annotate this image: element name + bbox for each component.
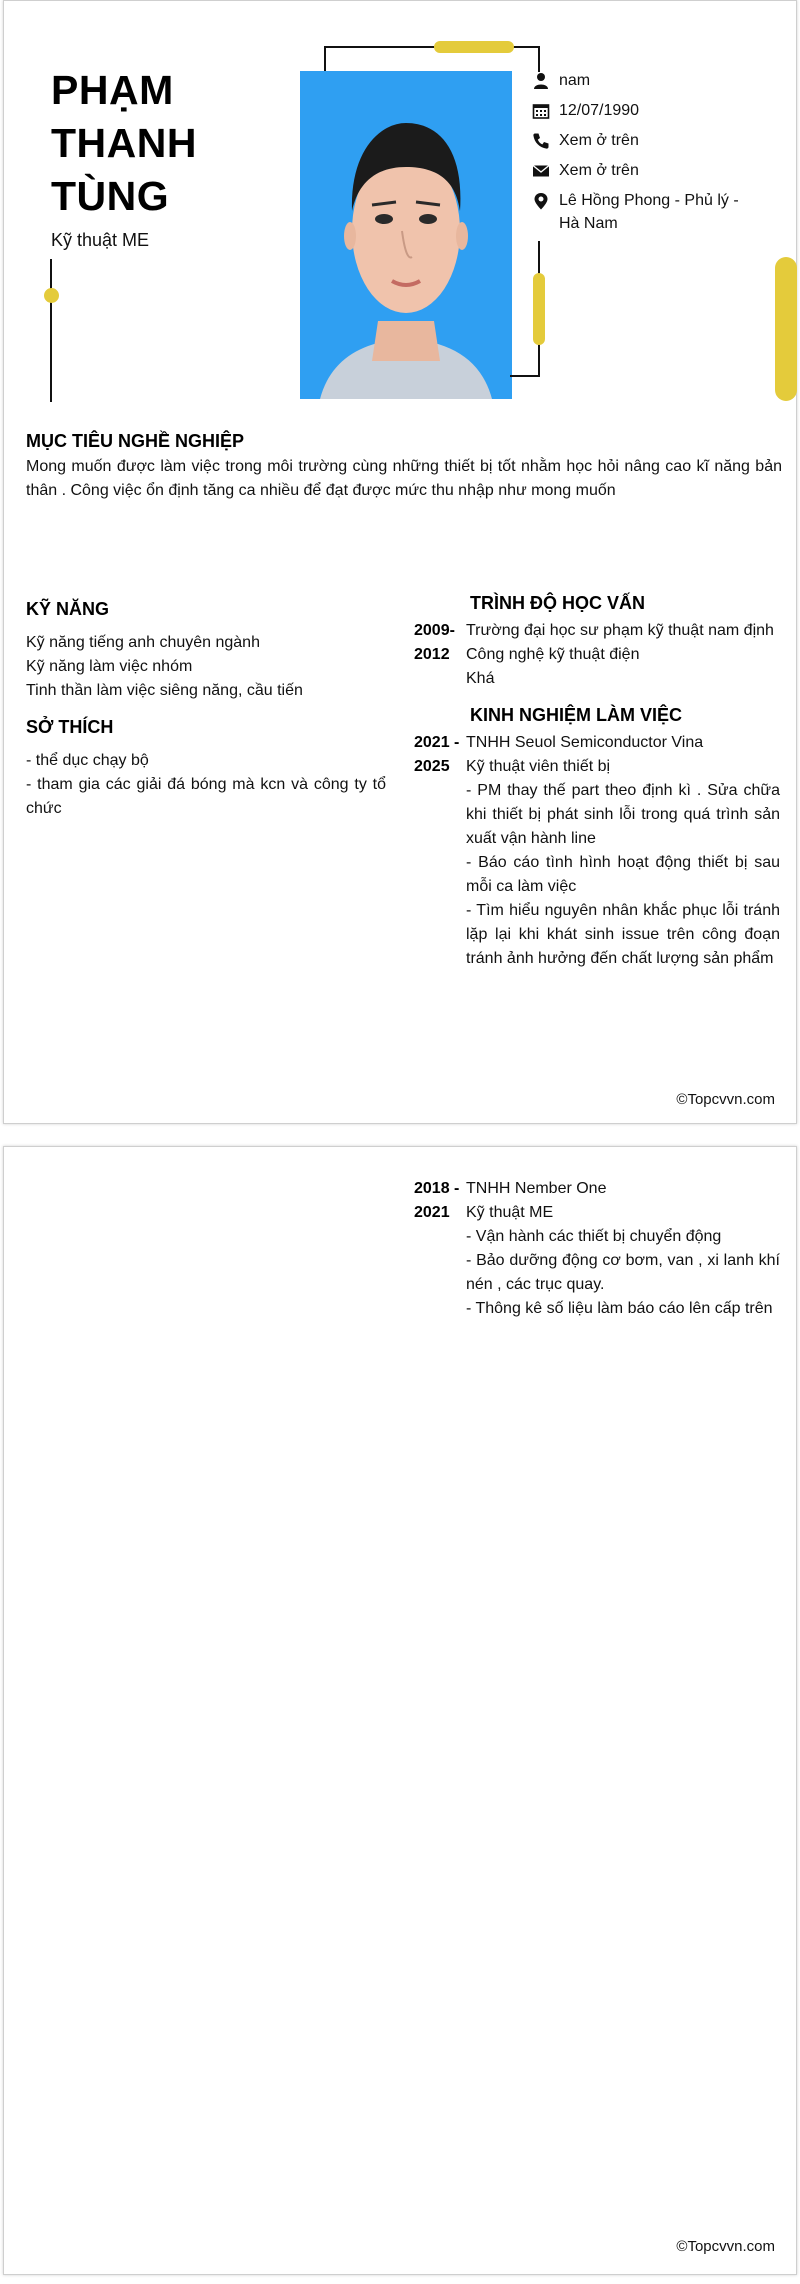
- education-major: Công nghệ kỹ thuật điện: [466, 646, 640, 663]
- email-icon: [532, 162, 550, 180]
- experience-duty: - Bảo dưỡng động cơ bơm, van , xi lanh khí nén , các trục quay.: [466, 1252, 780, 1293]
- experience-position: Kỹ thuật ME: [466, 1204, 554, 1221]
- experience-duty: - PM thay thế part theo định kì . Sửa chữa khi thiết bị phát sinh lỗi trong quá trình sản xuất vận hành line: [466, 782, 780, 847]
- hobby-item: - thể dục chạy bộ: [26, 752, 149, 769]
- phone-icon: [532, 132, 550, 150]
- contact-email: [532, 159, 762, 182]
- email-text: Xem ở trên: [559, 162, 639, 179]
- name-line-1: PHẠM: [51, 67, 174, 113]
- calendar-icon: [532, 102, 550, 120]
- objective-title: MỤC TIÊU NGHỀ NGHIỆP: [26, 431, 245, 451]
- hobbies-title: SỞ THÍCH: [26, 717, 114, 737]
- decor-photo-frame-left: [324, 46, 326, 72]
- education-title: TRÌNH ĐỘ HỌC VẤN: [470, 593, 645, 613]
- objective-text: Mong muốn được làm việc trong môi trường cùng những thiết bị tốt nhằm học hỏi nâng cao kĩ năng bản thân . Công việc ổn định tăng ca nhiều để đạt được mức thu nhập như mong muốn: [26, 458, 782, 499]
- education-school: Trường đại học sư phạm kỹ thuật nam định: [466, 622, 774, 639]
- contact-address: [532, 189, 762, 235]
- experience-title: KINH NGHIỆM LÀM VIỆC: [470, 705, 683, 725]
- skill-item: Kỹ năng tiếng anh chuyên ngành: [26, 634, 260, 651]
- education-grade: Khá: [466, 670, 495, 687]
- phone-text: Xem ở trên: [559, 132, 639, 149]
- name-line-3: TÙNG: [51, 173, 170, 219]
- experience-company: TNHH Seuol Semiconductor Vina: [466, 734, 704, 751]
- hobby-item: - tham gia các giải đá bóng mà kcn và công ty tổ chức: [26, 776, 386, 817]
- experience-year-end: 2025: [414, 758, 450, 775]
- cv-page-1: [3, 0, 797, 1124]
- contact-birthday: [532, 99, 762, 122]
- experience-position: Kỹ thuật viên thiết bị: [466, 758, 611, 775]
- address-text: Lê Hồng Phong - Phủ lý - Hà Nam: [559, 192, 739, 232]
- cv-page-2: [3, 1146, 797, 2275]
- decor-edge-accent: [775, 257, 797, 401]
- experience-year-end: 2021: [414, 1204, 450, 1221]
- experience-year-start: 2021 -: [414, 734, 460, 751]
- profile-photo: [300, 71, 512, 399]
- contact-gender: [532, 69, 762, 92]
- contact-phone: [532, 129, 762, 152]
- experience-duty: - Vận hành các thiết bị chuyển động: [466, 1228, 722, 1245]
- education-year-start: 2009-: [414, 622, 455, 639]
- decor-left-line: [50, 259, 52, 402]
- experience-company: TNHH Nember One: [466, 1180, 607, 1197]
- gender-text: nam: [559, 72, 591, 89]
- footer-watermark: ©Topcvvn.com: [676, 2238, 775, 2255]
- decor-photo-accent: [434, 41, 514, 53]
- education-year-end: 2012: [414, 646, 450, 663]
- location-icon: [532, 192, 550, 210]
- experience-duty: - Tìm hiểu nguyên nhân khắc phục lỗi tránh lặp lại khi khát sinh issue trên công đoạn tránh ảnh hưởng đến chất lượng sản phẩm: [466, 902, 780, 967]
- skill-item: Tinh thần làm việc siêng năng, cầu tiến: [26, 682, 303, 699]
- decor-left-dot: [44, 288, 59, 303]
- skill-item: Kỹ năng làm việc nhóm: [26, 658, 193, 675]
- experience-year-start: 2018 -: [414, 1180, 460, 1197]
- footer-watermark: ©Topcvvn.com: [676, 1091, 775, 1108]
- birthday-text: 12/07/1990: [559, 102, 640, 119]
- experience-duty: - Báo cáo tình hình hoạt động thiết bị sau mỗi ca làm việc: [466, 854, 780, 895]
- decor-contact-accent: [533, 273, 545, 345]
- experience-duty: - Thông kê số liệu làm báo cáo lên cấp trên: [466, 1300, 773, 1317]
- skills-title: KỸ NĂNG: [26, 599, 110, 619]
- name-line-2: THANH: [51, 120, 197, 166]
- person-icon: [532, 72, 550, 90]
- decor-contact-line-bottom: [510, 375, 540, 377]
- job-title: Kỹ thuật ME: [51, 230, 150, 250]
